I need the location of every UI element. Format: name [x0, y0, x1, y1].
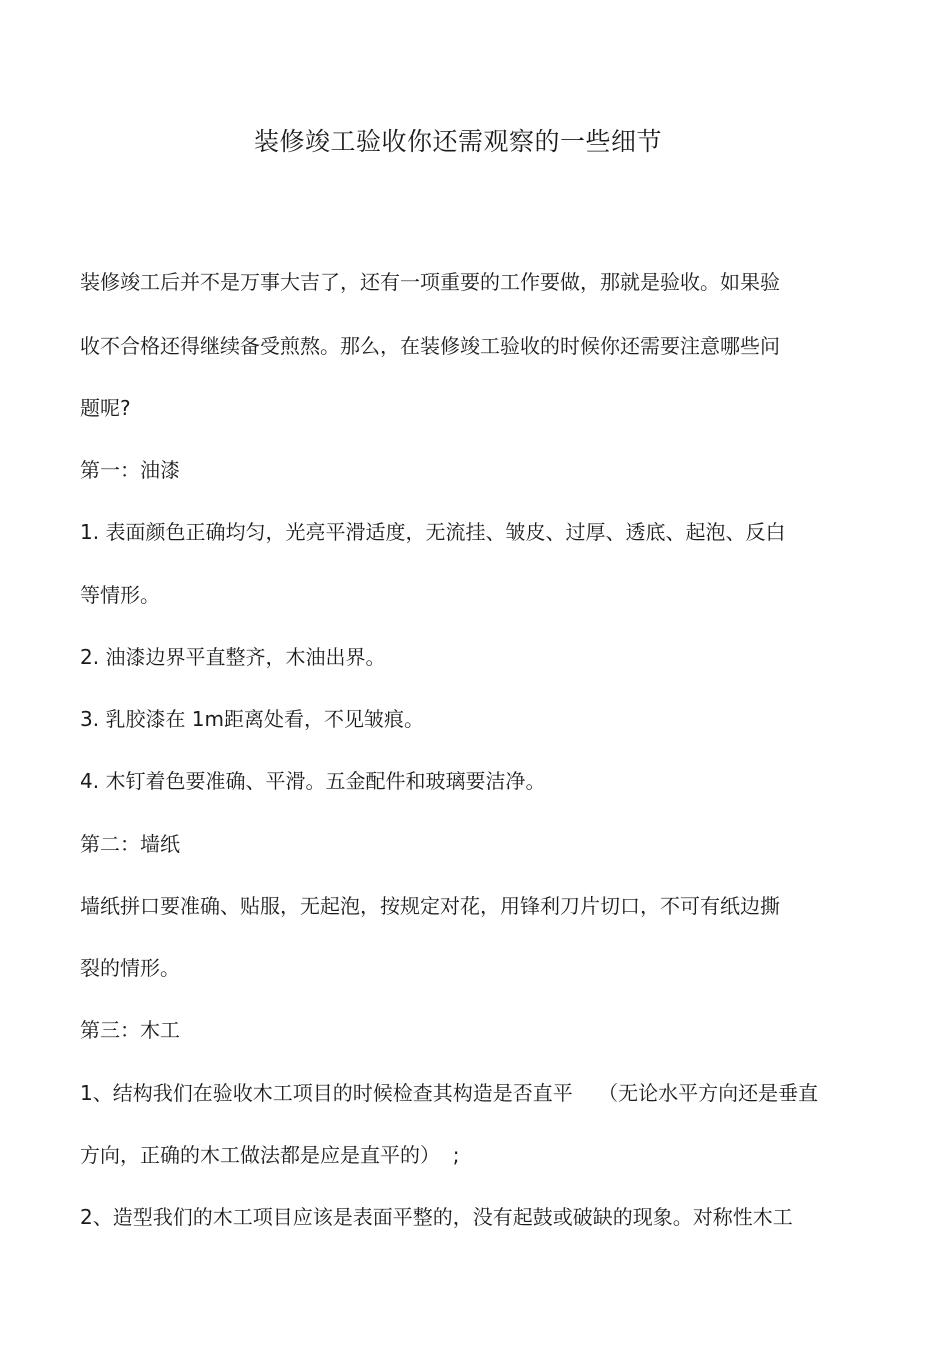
paragraph-line: 墙纸拼口要准确、贴服，无起泡，按规定对花，用锋利刀片切口，不可有纸边撕: [80, 894, 780, 918]
paragraph-line: 3. 乳胶漆在 1m距离处看，不见皱痕。: [80, 707, 425, 731]
paragraph-line: 题呢?: [80, 396, 131, 420]
paragraph-line: 收不合格还得继续备受煎熬。那么，在装修竣工验收的时候你还需要注意哪些问: [80, 334, 780, 358]
paragraph-line: 2、造型我们的木工项目应该是表面平整的，没有起鼓或破缺的现象。对称性木工: [80, 1205, 793, 1229]
paragraph-line: 1、结构我们在验收木工项目的时候检查其构造是否直平 （无论水平方向还是垂直: [80, 1081, 819, 1105]
paragraph-line: 1. 表面颜色正确均匀，光亮平滑适度，无流挂、皱皮、过厚、透底、起泡、反白: [80, 520, 786, 544]
paragraph-line: 裂的情形。: [80, 956, 180, 980]
paragraph-line: 等情形。: [80, 583, 160, 607]
paragraph-line: 方向，正确的木工做法都是应是直平的） ;: [80, 1143, 460, 1167]
paragraph-line: 4. 木钉着色要准确、平滑。五金配件和玻璃要洁净。: [80, 769, 546, 793]
document-title: 装修竣工验收你还需观察的一些细节: [253, 127, 662, 156]
paragraph-line: 2. 油漆边界平直整齐，木油出界。: [80, 645, 386, 669]
section-heading-wallpaper: 第二：墙纸: [80, 832, 180, 856]
paragraph-line: 装修竣工后并不是万事大吉了，还有一项重要的工作要做，那就是验收。如果验: [80, 270, 780, 294]
section-heading-carpentry: 第三：木工: [80, 1018, 180, 1042]
section-heading-paint: 第一：油漆: [80, 458, 180, 482]
